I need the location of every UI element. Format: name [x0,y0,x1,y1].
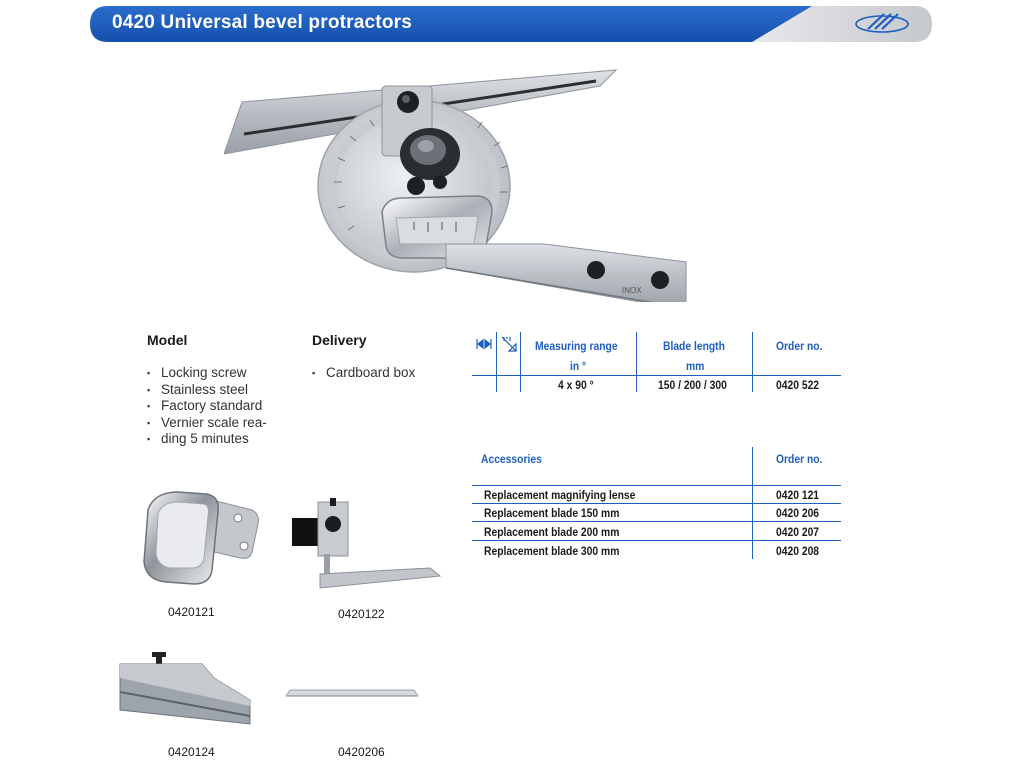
model-item: ▪ Stainless steel [147,382,287,399]
model-item: ▪ ding 5 minutes [147,431,287,448]
thumbnail-label: 0420124 [168,745,215,759]
cell-measuring-range: 4 x 90 ° [558,378,594,392]
page-title: 0420 Universal bevel protractors [112,12,412,33]
table-row-order-no: 0420 206 [776,506,820,520]
header-accessories-order-no: Order no. [776,452,823,466]
table-row-name: Replacement magnifying lense [484,488,636,502]
table-row-order-no: 0420 208 [776,544,820,558]
brand-logo-icon [854,10,910,34]
measuring-range-icon [476,338,492,350]
bevel-protractor-image [224,62,694,302]
replacement-blade-image [284,686,420,706]
header-blade-length-unit: mm [686,359,705,373]
model-list [147,365,287,448]
cell-order-no: 0420 522 [776,378,820,392]
spec-table-divider [752,332,753,392]
model-heading: Model [147,332,188,348]
model-item: ▪ Factory standard [147,398,287,415]
delivery-heading: Delivery [312,332,367,348]
header-measuring-range-unit: in ° [570,359,587,373]
thumbnail-label: 0420121 [168,605,215,619]
table-row-name: Replacement blade 300 mm [484,544,620,558]
base-rail-image [104,650,254,736]
model-item: ▪ Vernier scale rea- [147,415,287,432]
header-accessories: Accessories [481,452,542,466]
spec-table-divider [520,332,521,392]
spec-table-divider [472,375,841,376]
header-order-no: Order no. [776,339,823,353]
thumbnail-label: 0420122 [338,607,385,621]
delivery-list [312,365,452,382]
blade-marking: INOX [622,286,642,295]
table-row-order-no: 0420 207 [776,525,820,539]
blade-holder-image [290,496,442,592]
table-row-order-no: 0420 121 [776,488,820,502]
spec-table-divider [636,332,637,392]
cell-blade-length: 150 / 200 / 300 [658,378,727,392]
thumbnail-label: 0420206 [338,745,385,759]
accessories-table-divider [472,485,841,486]
spec-table-divider [496,332,497,392]
table-row-name: Replacement blade 150 mm [484,506,620,520]
accessories-table-divider [472,540,841,541]
magnifying-lens-image [134,488,264,588]
reading-scale-icon [501,336,517,352]
header-blade-length: Blade length [663,339,725,353]
model-item: ▪ Locking screw [147,365,287,382]
delivery-item: ▪ Cardboard box [312,365,452,382]
accessories-table-divider [472,503,841,504]
accessories-table-divider [472,521,841,522]
table-row-name: Replacement blade 200 mm [484,525,620,539]
header-measuring-range: Measuring range [535,339,618,353]
header-banner [90,6,932,42]
